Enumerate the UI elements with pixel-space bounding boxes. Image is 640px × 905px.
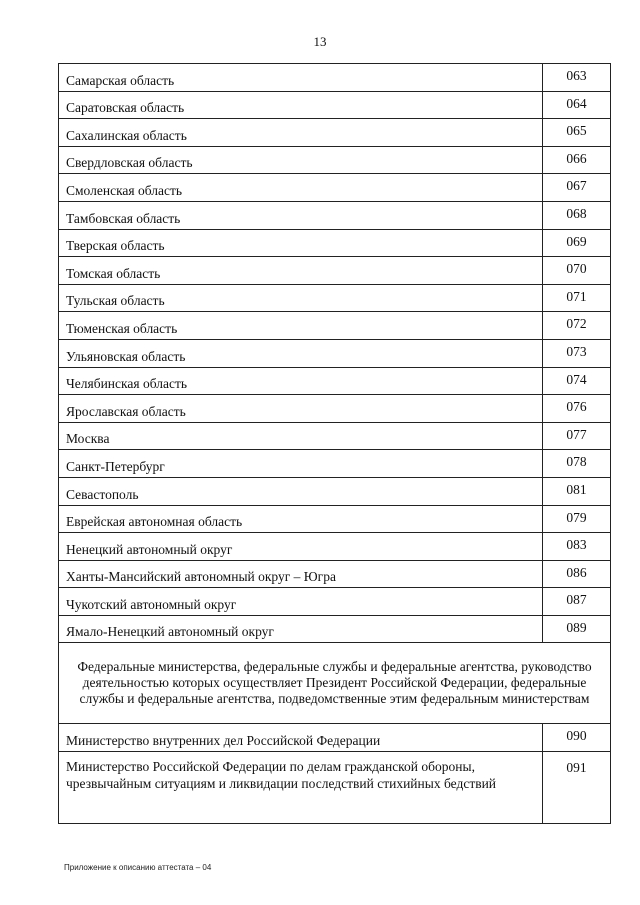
table-row xyxy=(59,201,611,229)
region-name: Сахалинская область xyxy=(59,119,543,147)
region-name: Ненецкий автономный округ xyxy=(59,533,543,561)
table-row xyxy=(59,339,611,367)
region-name: Санкт-Петербург xyxy=(59,450,543,478)
region-code: 069 xyxy=(543,229,611,257)
region-name: Тюменская область xyxy=(59,312,543,340)
region-name: Свердловская область xyxy=(59,146,543,174)
region-code: 073 xyxy=(543,339,611,367)
table-row xyxy=(59,64,611,92)
region-rows xyxy=(59,64,611,643)
section-heading-row-group xyxy=(59,643,611,724)
table-row xyxy=(59,422,611,450)
table-row xyxy=(59,395,611,423)
table-row xyxy=(59,505,611,533)
region-code: 072 xyxy=(543,312,611,340)
region-code: 079 xyxy=(543,505,611,533)
region-name: Тверская область xyxy=(59,229,543,257)
table-row xyxy=(59,724,611,752)
table-row xyxy=(59,174,611,202)
region-name: Москва xyxy=(59,422,543,450)
ministry-name: Министерство Российской Федерации по делам гражданской обороны, чрезвычайным ситуациям и ликвидации последствий стихийных бедствий xyxy=(59,752,543,824)
table-row xyxy=(59,367,611,395)
table-row xyxy=(59,312,611,340)
region-code: 065 xyxy=(543,119,611,147)
table-row xyxy=(59,284,611,312)
region-code: 086 xyxy=(543,560,611,588)
region-name: Челябинская область xyxy=(59,367,543,395)
table-row xyxy=(59,588,611,616)
table-row xyxy=(59,229,611,257)
region-code: 076 xyxy=(543,395,611,423)
region-code: 064 xyxy=(543,91,611,119)
region-name: Смоленская область xyxy=(59,174,543,202)
ministry-code: 090 xyxy=(543,724,611,752)
region-code: 083 xyxy=(543,533,611,561)
region-name: Ямало-Ненецкий автономный округ xyxy=(59,615,543,643)
page-number: 13 xyxy=(313,34,327,49)
region-name: Саратовская область xyxy=(59,91,543,119)
section-heading-row xyxy=(59,643,611,724)
region-code: 067 xyxy=(543,174,611,202)
table-row xyxy=(59,477,611,505)
table-row xyxy=(59,533,611,561)
table-row xyxy=(59,146,611,174)
region-code: 066 xyxy=(543,146,611,174)
region-name: Чукотский автономный округ xyxy=(59,588,543,616)
region-code: 074 xyxy=(543,367,611,395)
table-row xyxy=(59,560,611,588)
region-code: 070 xyxy=(543,257,611,285)
region-name: Ханты-Мансийский автономный округ – Югра xyxy=(59,560,543,588)
table-row xyxy=(59,752,611,824)
region-name: Еврейская автономная область xyxy=(59,505,543,533)
section-heading: Федеральные министерства, федеральные службы и федеральные агентства, руководство деятельностью которых осуществляет Президент Российской Федерации, федеральные службы и федеральные агентства, подведомственные этим федеральным министерствам xyxy=(59,643,611,724)
region-name: Ярославская область xyxy=(59,395,543,423)
region-name: Тульская область xyxy=(59,284,543,312)
region-code: 068 xyxy=(543,201,611,229)
region-name: Ульяновская область xyxy=(59,339,543,367)
region-code: 078 xyxy=(543,450,611,478)
region-code: 087 xyxy=(543,588,611,616)
region-name: Тамбовская область xyxy=(59,201,543,229)
region-code: 063 xyxy=(543,64,611,92)
table-row xyxy=(59,615,611,643)
region-code: 089 xyxy=(543,615,611,643)
table-row xyxy=(59,257,611,285)
ministry-name: Министерство внутренних дел Российской Федерации xyxy=(59,724,543,752)
region-name: Самарская область xyxy=(59,64,543,92)
region-code: 081 xyxy=(543,477,611,505)
code-registry-table xyxy=(58,63,611,824)
ministry-code: 091 xyxy=(543,752,611,824)
table-row xyxy=(59,119,611,147)
region-code: 071 xyxy=(543,284,611,312)
ministry-rows xyxy=(59,724,611,824)
table-row xyxy=(59,91,611,119)
region-code: 077 xyxy=(543,422,611,450)
region-name: Томская область xyxy=(59,257,543,285)
table-row xyxy=(59,450,611,478)
footer-note: Приложение к описанию аттестата – 04 xyxy=(64,863,212,872)
region-name: Севастополь xyxy=(59,477,543,505)
